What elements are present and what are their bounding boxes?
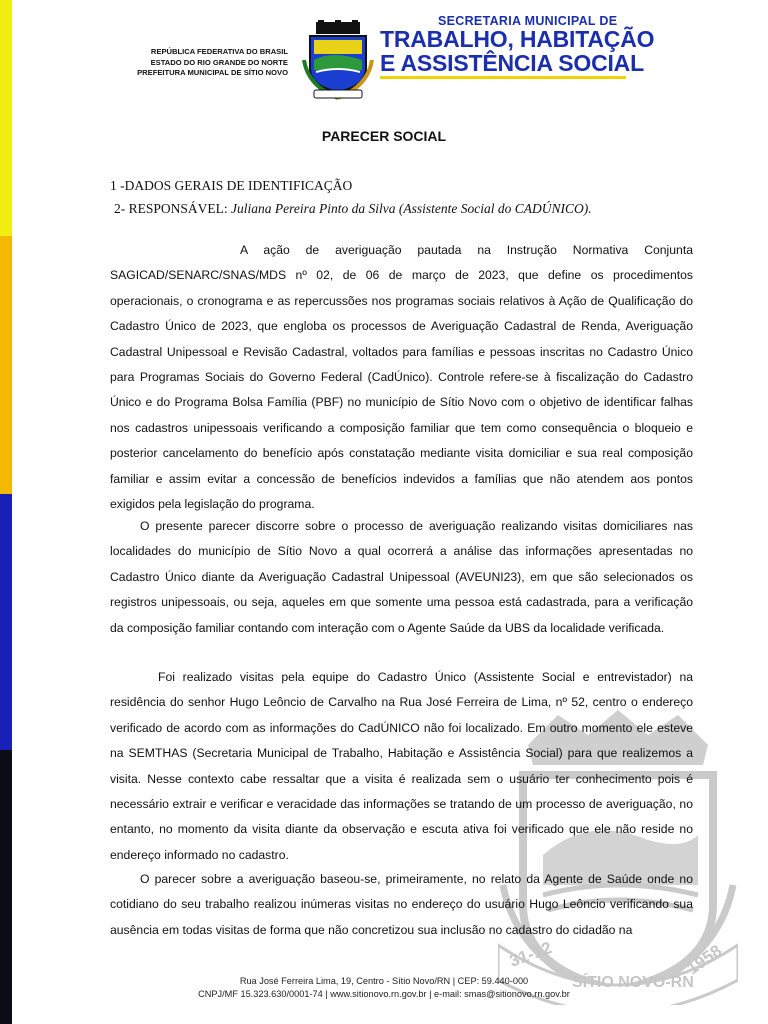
paragraph-2: O presente parecer discorre sobre o processo de averiguação realizando visitas domiciliares nas localidades do município de Sítio Novo a qual ocorrerá a análise das informações apresentadas no Cadastro Único diante da Averiguação Cadastral Unipessoal (AVEUNI23), em que são selecionados os registros unipessoais, ou seja, aqueles em que somente uma pessoa está cadastrada, para a verificação da composição familiar contando com interação com o Agente Saúde da UBS da localidade verificada. — [110, 519, 693, 635]
header-line-prefeitura: PREFEITURA MUNICIPAL DE SÍTIO NOVO — [137, 68, 288, 77]
municipal-crest-icon — [302, 20, 374, 100]
footer-contact: CNPJ/MF 15.323.630/0001-74 | www.sitionovo.rn.gov.br | e-mail: smas@sitionovo.rn.gov.br — [198, 989, 570, 999]
paragraph-4: O parecer sobre a averiguação baseou-se, primeiramente, no relato da Agente de Saúde onde no cotidiano do seu trabalho realizou inúmeras visitas no endereço do usuário Hugo Leôncio verificando sua ausência em todas visitas de forma que não concretizou sua inclusão no cadastro do cidadão na — [110, 872, 693, 937]
watermark-date: 31-12 — [506, 938, 555, 971]
paragraph-3: Foi realizado visitas pela equipe do Cadastro Único (Assistente Social e entrevistador) na residência do senhor Hugo Leôncio de Carvalho na Rua José Ferreira de Lima, nº 52, centro o endereço verificado de acordo com as informações do CadÚNICO não foi localizado. Em outro momento ele esteve na SEMTHAS (Secretaria Municipal de Trabalho, Habitação e Assistência Social) para que realizemos a visita. Nesse contexto cabe ressaltar que a visita é realizada sem o usuário ter conhecimento pois é necessário extrair e verificar e veracidade das informações se tratando de um processo de averiguação, no entanto, no momento da visita diante da observação e escuta ativa foi verificado que ele não reside no endereço informado no cadastro. — [110, 670, 693, 862]
side-stripe-blue — [0, 494, 12, 750]
watermark-year: 1958 — [683, 941, 726, 979]
section-identification: 1 -DADOS GERAIS DE IDENTIFICAÇÃO — [110, 178, 353, 193]
header-line-state: ESTADO DO RIO GRANDE DO NORTE — [150, 57, 288, 67]
document-title: PARECER SOCIAL — [321, 128, 447, 144]
responsavel-label: 2- RESPONSÁVEL: — [114, 201, 228, 216]
secretaria-name-line2: E ASSISTÊNCIA SOCIAL — [380, 50, 644, 76]
header-line-republic: REPÚBLICA FEDERATIVA DO BRASIL — [150, 47, 288, 56]
footer-address: Rua José Ferreira Lima, 19, Centro - Sítio Novo/RN | CEP: 59.440-000 — [239, 976, 529, 986]
responsavel-line — [114, 201, 592, 217]
paragraph-1: A ação de averiguação pautada na Instrução Normativa Conjunta SAGICAD/SENARC/SNAS/MDS nº 02, de 06 de março de 2023, que define os procedimentos operacionais, o cronograma e as repercussões nos programas sociais relativos à Ação de Qualificação do Cadastro Único de 2023, que engloba os processos de Averiguação Cadastral de Renda, Averiguação Cadastral Unipessoal e Revisão Cadastral, voltados para famílias e pessoas inscritas no Cadastro Único para Programas Sociais do Governo Federal (CadÚnico). Controle refere-se à fiscalização do Cadastro Único e do Programa Bolsa Família (PBF) no município de Sítio Novo com o objetivo de identificar falhas nos cadastros unipessoais verificando a composição familiar que tem como consequência o bloqueio e posterior cancelamento do benefício após constatação mediante visita domiciliar e sua real composição familiar e assim evitar a concessão de benefícios indevidos a famílias que não atendem aos pontos exigidos pela legislação do programa. — [110, 243, 693, 512]
secretaria-name-line1: TRABALHO, HABITAÇÃO — [380, 26, 655, 52]
side-stripe-yellow — [0, 0, 12, 236]
header-government-block — [130, 47, 288, 79]
responsavel-name: Juliana Pereira Pinto da Silva (Assistente Social do CADÚNICO). — [231, 201, 592, 216]
side-stripe-orange — [0, 236, 12, 494]
watermark-city: SÍTIO NOVO-RN — [572, 974, 694, 991]
secretaria-underline — [380, 76, 626, 79]
secretaria-label: SECRETARIA MUNICIPAL DE — [438, 14, 618, 28]
